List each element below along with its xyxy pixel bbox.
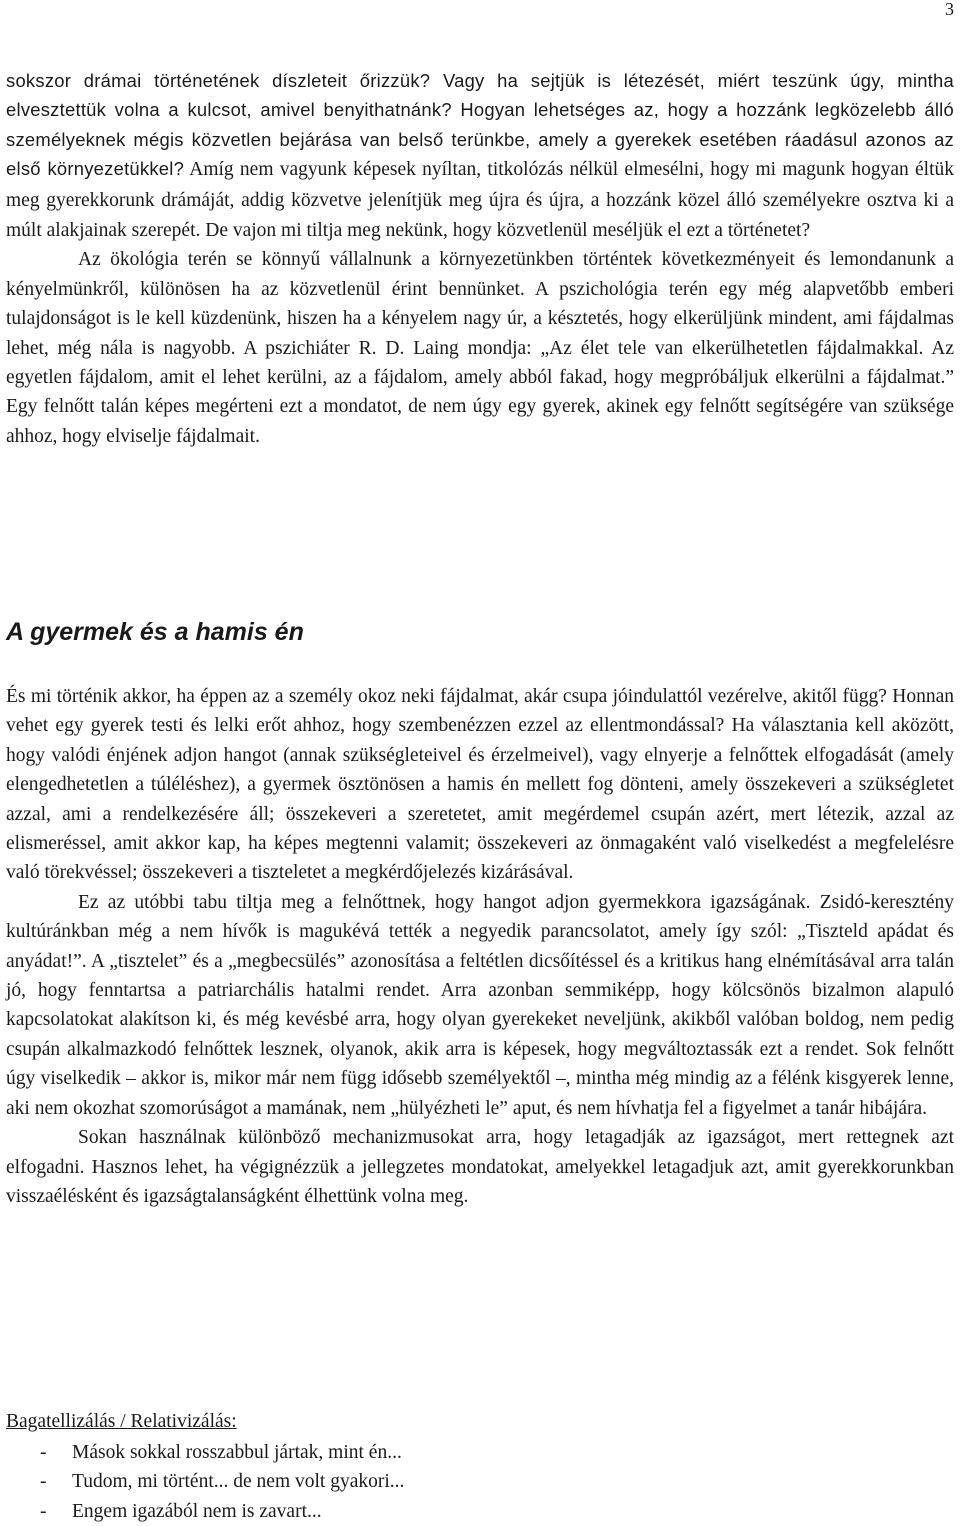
ecology-paragraph: Az ökológia terén se könnyű vállalnunk a környezetünkben történtek következményeit és lemondanunk a kényelmünkről, különösen ha az közvetlenül érint bennünket. A pszichológia terén egy még alapvetőbb emberi tulajdonságot is le kell küzdenünk, hiszen ha a kényelem nagy úr, a késztetés, hogy elkerüljünk mindent, ami fájdalmas lehet, még nála is nagyobb. A pszichiáter R. D. Laing mondja: „Az élet tele van elkerülhetetlen fájdalmakkal. Az egyetlen fájdalom, amit el lehet kerülni, az a fájdalom, amely abból fakad, hogy megpróbáljuk elkerülni a fájdalmat.” Egy felnőtt talán képes megérteni ezt a mondatot, de nem úgy egy gyerek, akinek egy felnőtt segítségére van szüksége ahhoz, hogy elviselje fájdalmait. bbox=[6, 249, 954, 447]
intro-paragraph bbox=[6, 66, 954, 245]
dash-marker: - bbox=[40, 1471, 47, 1493]
list-item-text: Mások sokkal rosszabbul jártak, mint én... bbox=[72, 1442, 402, 1463]
section-text-block bbox=[6, 682, 954, 1211]
list-item bbox=[40, 1497, 404, 1526]
list-title: Bagatellizálás / Relativizálás: bbox=[6, 1411, 237, 1432]
section-paragraph-1: És mi történik akkor, ha éppen az a személy okoz neki fájdalmat, akár csupa jóindulattól vezérelve, akitől függ? Honnan vehet egy gyerek testi és lelki erőt ahhoz, hogy szembenézzen ezzel az ellentmondással? Ha választania kell aközött, hogy valódi énjének adjon hangot (annak szükségleteivel és érzelmeivel), vagy elnyerje a felnőttek elfogadását (amely elengedhetetlen a túléléshez), a gyermek ösztönösen a hamis én mellett fog dönteni, amely összekeveri a szükségletet azzal, ami a rendelkezésére áll; összekeveri a szeretetet, amit megérdemel csupán azért, mert létezik, azzal az elismeréssel, amit akkor kap, ha képes megtenni valamit; összekeveri az önmagaként való viselkedést a megfelelésre való törekvéssel; összekeveri a tiszteletet a megkérdőjelezés kizárásával. bbox=[6, 686, 954, 884]
page-number: 3 bbox=[945, 0, 954, 19]
dash-marker: - bbox=[40, 1442, 47, 1463]
list-item-text: Engem igazából nem is zavart... bbox=[72, 1500, 322, 1522]
dash-list bbox=[6, 1438, 404, 1526]
list-item bbox=[40, 1438, 404, 1467]
intro-serif-run: Amíg nem vagyunk képesek nyíltan, titkolózás nélkül elmesélni, hogy mi magunk hogyan éltük meg gyerekkorunk drámáját, addig közvetve jelenítjük meg újra és újra, a hozzánk közel álló személyekre osztva ki a múlt alakjainak szerepét. De vajon mi tiltja meg nekünk, hogy közvetlenül meséljük el ezt a történetet? bbox=[6, 159, 954, 242]
section-paragraph-3: Sokan használnak különböző mechanizmusokat arra, hogy letagadják az igazságot, mert rettegnek azt elfogadni. Hasznos lehet, ha végignézzük a jellegzetes mondatokat, amelyekkel letagadjuk azt, amit gyerekkorunkban visszaélésként és igazságtalanságként élhettünk volna meg. bbox=[6, 1127, 954, 1207]
intro-text-block bbox=[6, 66, 954, 451]
section-paragraph-2: Ez az utóbbi tabu tiltja meg a felnőttnek, hogy hangot adjon gyermekkora igazságának. Zsidó-keresztény kultúránkban még a nem hívők is magukévá tették a negyedik parancsolatot, amely így szól: „Tiszteld apádat és anyádat!”. A „tisztelet” és a „megbecsülés” azonosítása a feltétlen dicsőítéssel és a kritikus hang elnémításával arra talán jó, hogy fenntartsa a patriarchális hatalmi rendet. Arra azonban semmiképp, hogy kölcsönös bizalmon alapuló kapcsolatokat alakítson ki, és még kevésbé arra, hogy olyan gyerekeket neveljünk, akikből valóban boldog, nem pedig csupán alkalmazkodó felnőttek lesznek, olyanok, akik arra is képesek, hogy megváltoztassák ezt a rendet. Sok felnőtt úgy viselkedik – akkor is, mikor már nem függ idősebb személyektől –, mintha még mindig az a félénk kisgyerek lenne, aki nem okozhat szomorúságot a mamának, nem „hülyézheti le” aput, és nem hívhatja fel a figyelmet a tanár hibájára. bbox=[6, 891, 954, 1119]
section-heading: A gyermek és a hamis én bbox=[6, 618, 304, 646]
dash-marker: - bbox=[40, 1500, 47, 1522]
intro-sans-run: sokszor drámai történetének díszleteit őrizzük? Vagy ha sejtjük is létezését, miért teszünk úgy, mintha elvesztettük volna a kulcsot, amivel benyithatnánk? Hogyan lehetséges az, hogy a hozzánk legközelebb álló személyeknek mégis közvetlen bejárása van belső terünkbe, amely a gyerekek esetében ráadásul azonos az első környezetükkel? bbox=[6, 70, 954, 180]
list-item-text: Tudom, mi történt... de nem volt gyakori... bbox=[72, 1471, 405, 1493]
list-item bbox=[40, 1467, 404, 1496]
